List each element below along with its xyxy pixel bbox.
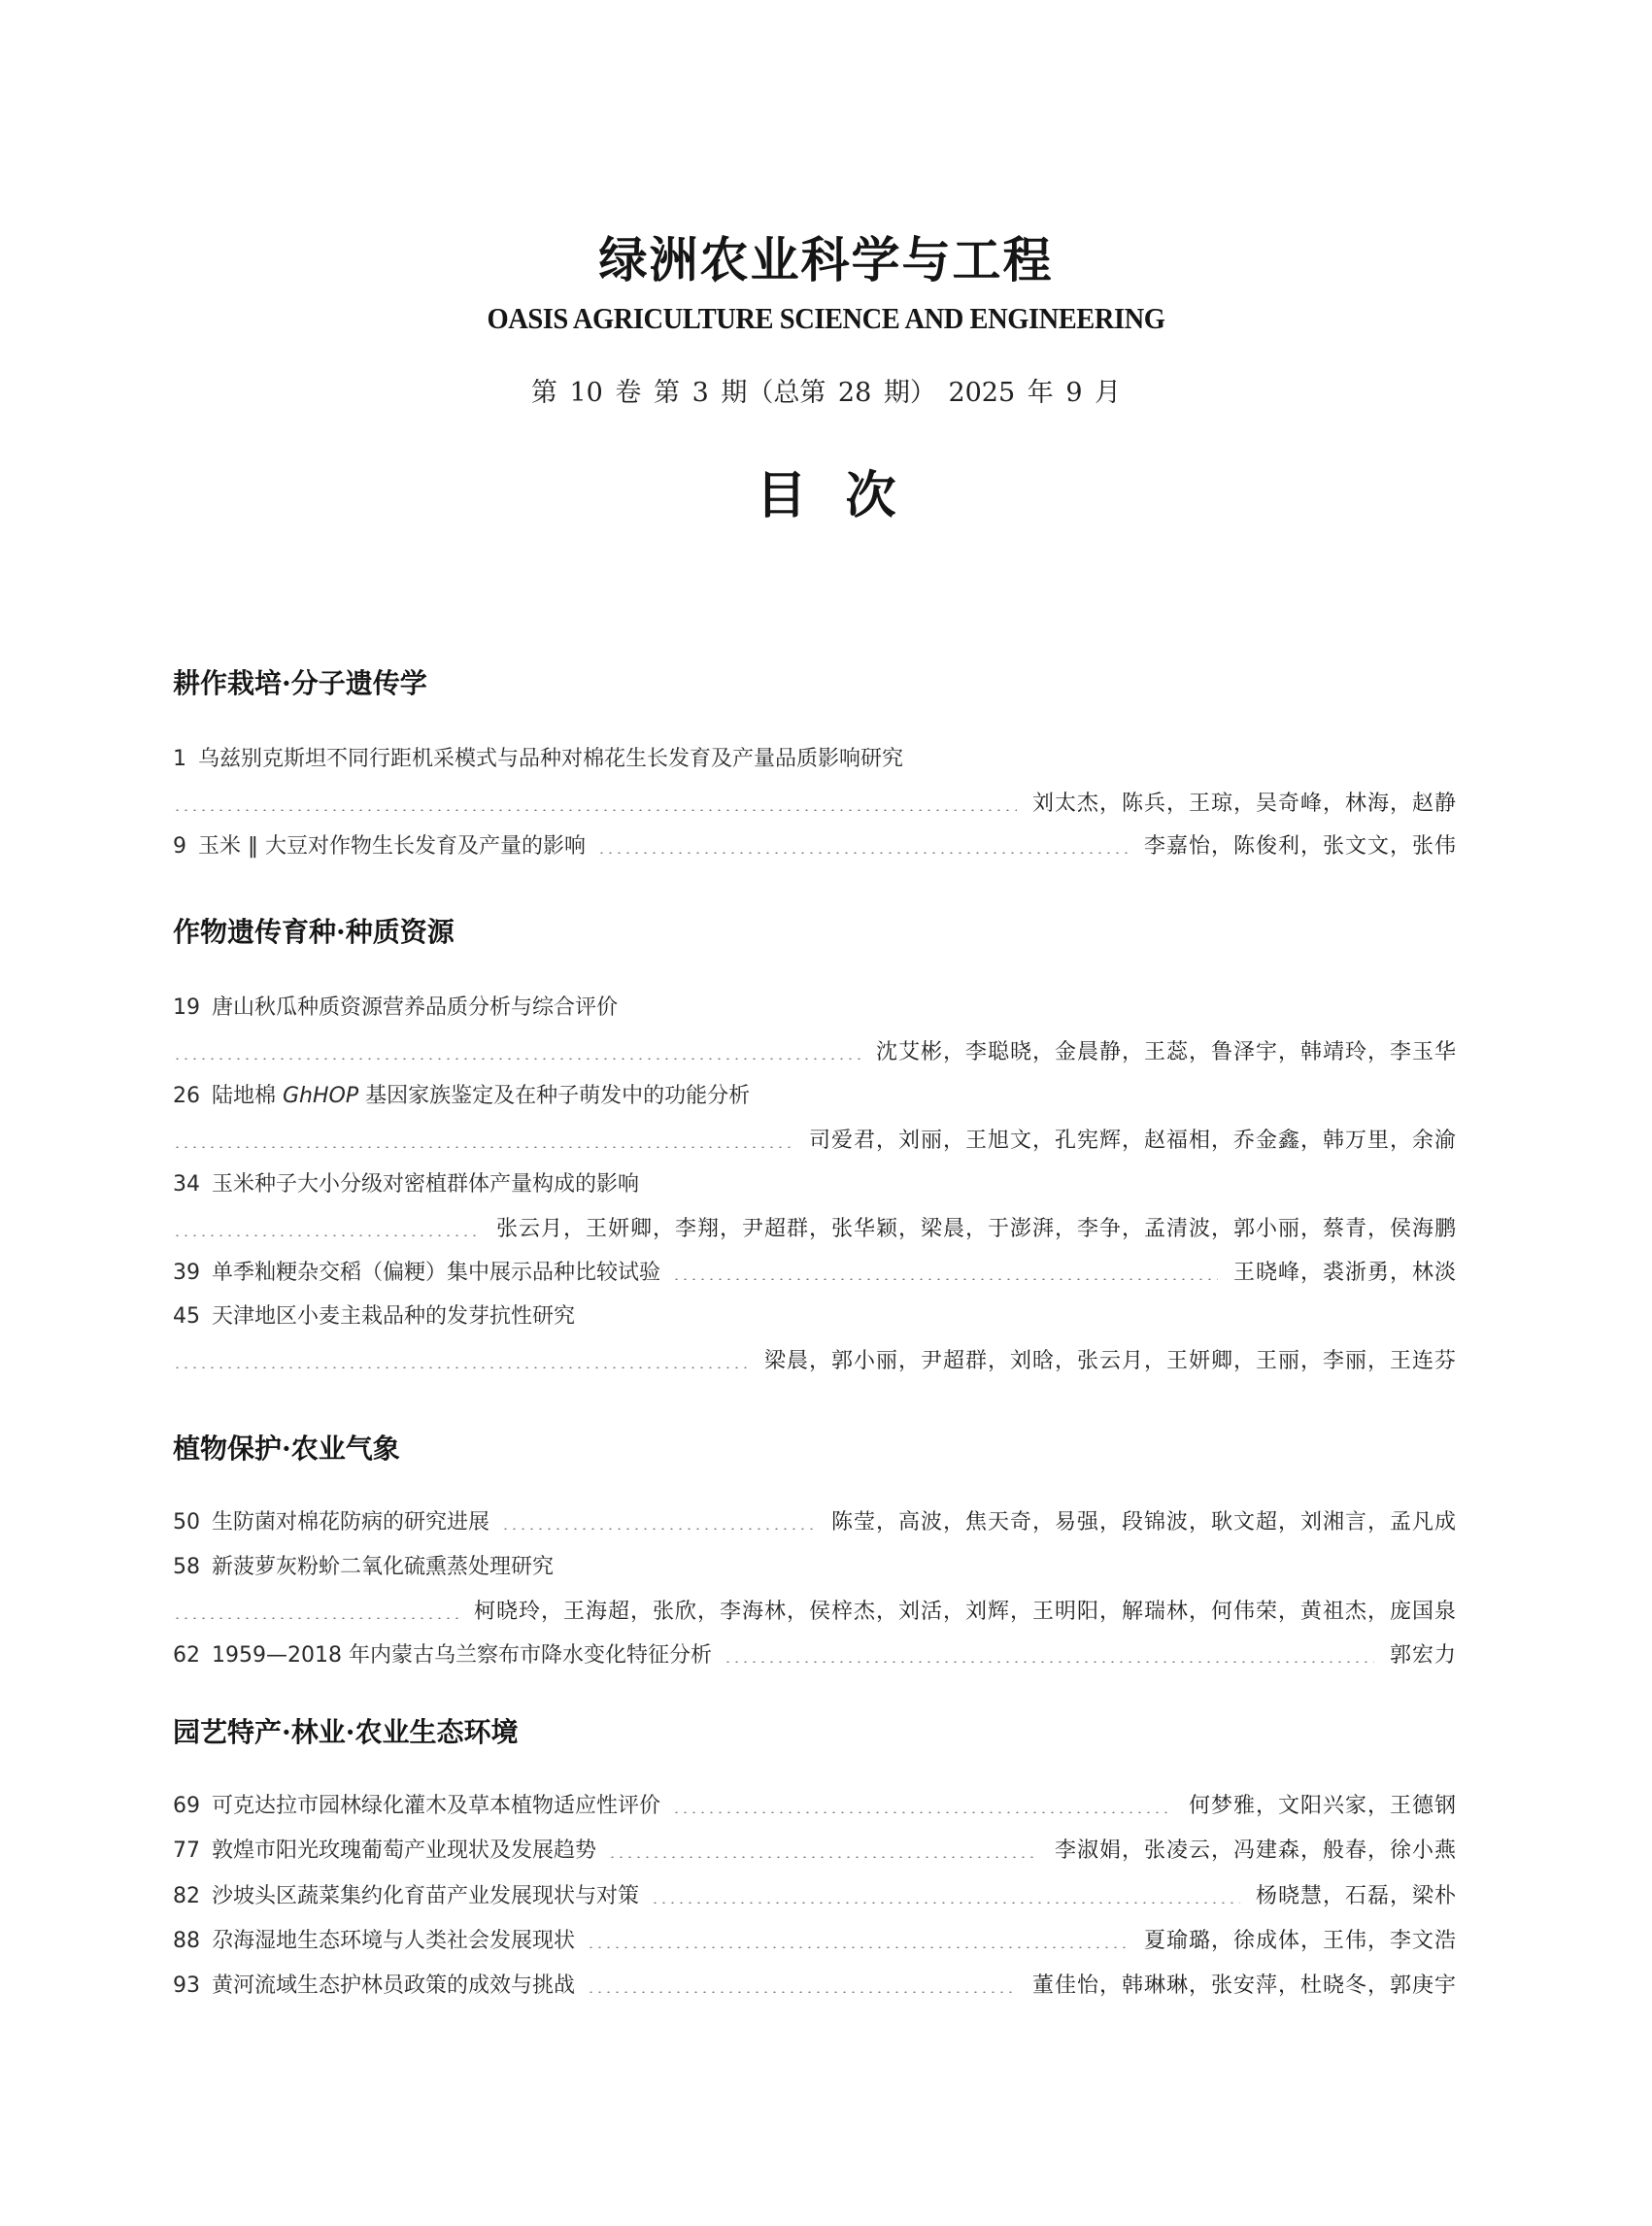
page-number: 82 xyxy=(173,1884,200,1908)
dot-leader xyxy=(173,1058,860,1060)
toc-entry[interactable] xyxy=(173,832,1457,861)
toc-entry-continuation xyxy=(173,790,1457,819)
section-title: 园艺特产·林业·农业生态环境 xyxy=(173,1716,519,1748)
issue-info: 第 10 卷 第 3 期（总第 28 期） 2025 年 9 月 xyxy=(530,378,1122,408)
article-title[interactable]: 尕海湿地生态环境与人类社会发展现状 xyxy=(212,1929,576,1953)
article-authors: 李嘉怡，陈俊利，张文文，张伟 xyxy=(1143,834,1457,859)
page-number: 50 xyxy=(173,1510,200,1535)
dot-leader xyxy=(672,1811,1173,1813)
title-part: 陆地棉 xyxy=(212,1084,283,1108)
toc-entry-continuation xyxy=(173,1347,1457,1376)
article-authors: 柯晓玲，王海超，张欣，李海林，侯梓杰，刘活，刘辉，王明阳，解瑞林，何伟荣，黄祖杰，庞国泉 xyxy=(473,1600,1457,1624)
page-number: 93 xyxy=(173,1973,200,1998)
dot-leader xyxy=(173,809,1017,811)
article-title[interactable]: 乌兹别克斯坦不同行距机采模式与品种对棉花生长发育及产量品质影响研究 xyxy=(198,747,904,771)
page-number: 34 xyxy=(173,1172,200,1197)
toc-entry[interactable] xyxy=(173,1508,1457,1537)
article-title[interactable]: 生防菌对棉花防病的研究进展 xyxy=(212,1510,490,1535)
dot-leader xyxy=(597,852,1129,854)
toc-entry[interactable] xyxy=(173,1553,1457,1582)
toc-entry[interactable] xyxy=(173,1837,1457,1866)
toc-entry[interactable] xyxy=(173,1082,1457,1111)
journal-title-cn: 绿洲农业科学与工程 xyxy=(598,231,1054,288)
page-number: 58 xyxy=(173,1555,200,1579)
toc-entry[interactable] xyxy=(173,1259,1457,1288)
page-number: 9 xyxy=(173,834,186,859)
dot-leader xyxy=(672,1278,1218,1280)
dot-leader xyxy=(587,1991,1017,1993)
dot-leader xyxy=(724,1661,1374,1663)
dot-leader xyxy=(587,1946,1129,1948)
title-part: 基因家族鉴定及在种子萌发中的功能分析 xyxy=(358,1084,751,1108)
dot-leader xyxy=(651,1902,1240,1904)
dot-leader xyxy=(501,1528,816,1530)
article-authors: 梁晨，郭小丽，尹超群，刘晗，张云月，王妍卿，王丽，李丽，王连芬 xyxy=(763,1349,1457,1373)
article-title[interactable] xyxy=(212,1082,750,1111)
article-title[interactable]: 唐山秋瓜种质资源营养品质分析与综合评价 xyxy=(212,995,619,1020)
article-authors: 李淑娟，张凌云，冯建森，般春，徐小燕 xyxy=(1054,1838,1457,1863)
page-number: 45 xyxy=(173,1304,200,1329)
gene-name: GhHOP xyxy=(283,1084,359,1108)
toc-entry-continuation xyxy=(173,1598,1457,1627)
article-title[interactable]: 沙坡头区蔬菜集约化育苗产业发展现状与对策 xyxy=(212,1884,640,1908)
page-number: 77 xyxy=(173,1838,200,1863)
article-title[interactable]: 玉米种子大小分级对密植群体产量构成的影响 xyxy=(212,1172,640,1197)
article-title[interactable]: 天津地区小麦主栽品种的发芽抗性研究 xyxy=(212,1304,576,1329)
toc-entry[interactable] xyxy=(173,745,1457,774)
dot-leader xyxy=(173,1234,481,1236)
toc-entry-continuation xyxy=(173,1038,1457,1067)
section-title: 作物遗传育种·种质资源 xyxy=(173,916,455,948)
page-number: 69 xyxy=(173,1794,200,1818)
toc-entry[interactable] xyxy=(173,994,1457,1023)
dot-leader xyxy=(173,1366,749,1368)
article-authors: 张云月，王妍卿，李翔，尹超群，张华颖，梁晨，于澎湃，李争，孟清波，郭小丽，蔡青，侯海鹏 xyxy=(495,1217,1457,1241)
page-number: 19 xyxy=(173,995,200,1020)
toc-entry[interactable] xyxy=(173,1302,1457,1332)
article-authors: 陈莹，高波，焦天奇，易强，段锦波，耿文超，刘湘言，孟凡成 xyxy=(830,1510,1457,1535)
article-title[interactable]: 黄河流域生态护林员政策的成效与挑战 xyxy=(212,1973,576,1998)
article-authors: 郭宏力 xyxy=(1389,1643,1457,1668)
page-number: 88 xyxy=(173,1929,200,1953)
page-number: 26 xyxy=(173,1084,200,1108)
toc-entry[interactable] xyxy=(173,1972,1457,2001)
article-authors: 杨晓慧，石磊，梁朴 xyxy=(1255,1884,1457,1908)
page-number: 1 xyxy=(173,747,186,771)
dot-leader xyxy=(608,1856,1039,1858)
toc-entry[interactable] xyxy=(173,1927,1457,1956)
article-title[interactable]: 新菠萝灰粉蚧二氧化硫熏蒸处理研究 xyxy=(212,1555,555,1579)
section-title: 耕作栽培·分子遗传学 xyxy=(173,667,427,699)
article-title[interactable]: 1959—2018 年内蒙古乌兰察布市降水变化特征分析 xyxy=(212,1643,712,1668)
dot-leader xyxy=(173,1146,793,1148)
article-title[interactable]: 玉米 ‖ 大豆对作物生长发育及产量的影响 xyxy=(198,834,586,859)
article-authors: 王晓峰，裘浙勇，林淡 xyxy=(1232,1261,1457,1285)
section-title: 植物保护·农业气象 xyxy=(173,1433,400,1465)
toc-heading: 目次 xyxy=(756,466,935,525)
article-authors: 刘太杰，陈兵，王琼，吴奇峰，林海，赵静 xyxy=(1031,792,1457,816)
article-authors: 何梦雅，文阳兴家，王德钢 xyxy=(1188,1794,1457,1818)
article-authors: 夏瑜璐，徐成体，王伟，李文浩 xyxy=(1143,1929,1457,1953)
toc-entry-continuation xyxy=(173,1127,1457,1156)
article-authors: 董佳怡，韩琳琳，张安萍，杜晓冬，郭庚宇 xyxy=(1031,1973,1457,1998)
toc-entry[interactable] xyxy=(173,1882,1457,1911)
article-title[interactable]: 敦煌市阳光玫瑰葡萄产业现状及发展趋势 xyxy=(212,1838,597,1863)
journal-title-en: OASIS AGRICULTURE SCIENCE AND ENGINEERING xyxy=(487,301,1165,335)
toc-entry[interactable] xyxy=(173,1641,1457,1670)
toc-entry-continuation xyxy=(173,1215,1457,1244)
article-authors: 沈艾彬，李聪晓，金晨静，王蕊，鲁泽宇，韩靖玲，李玉华 xyxy=(875,1040,1457,1064)
article-title[interactable]: 单季籼粳杂交稻（偏粳）集中展示品种比较试验 xyxy=(212,1261,661,1285)
toc-entry[interactable] xyxy=(173,1170,1457,1199)
article-title[interactable]: 可克达拉市园林绿化灌木及草本植物适应性评价 xyxy=(212,1794,661,1818)
dot-leader xyxy=(173,1617,458,1619)
page-number: 39 xyxy=(173,1261,200,1285)
article-authors: 司爱君，刘丽，王旭文，孔宪辉，赵福相，乔金鑫，韩万里，余渝 xyxy=(808,1129,1457,1153)
page-number: 62 xyxy=(173,1643,200,1668)
toc-entry[interactable] xyxy=(173,1792,1457,1821)
